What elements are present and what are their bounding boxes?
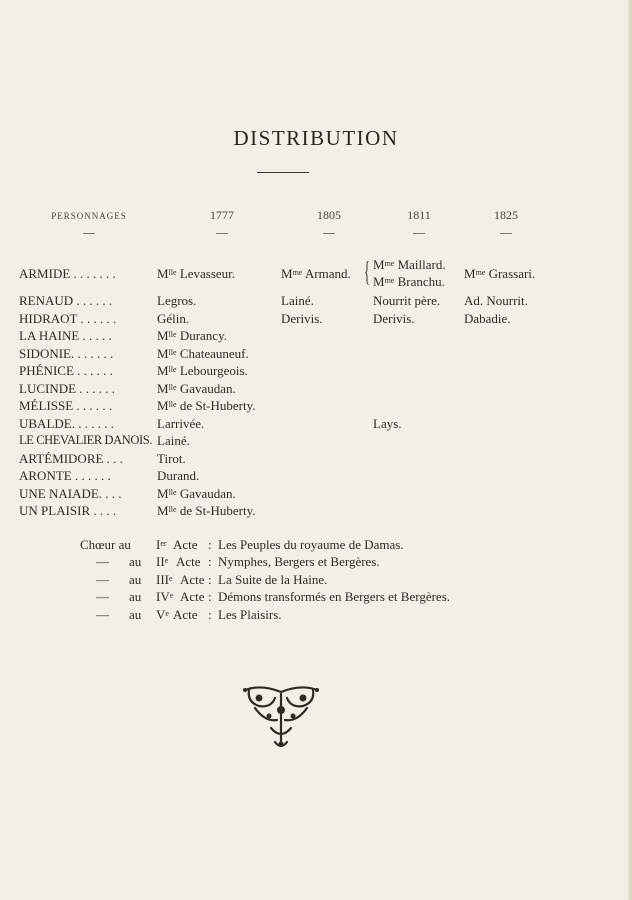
header-year-1777: 1777 xyxy=(210,208,234,222)
act-number: Ier xyxy=(156,537,167,552)
choeur-description: La Suite de la Haine. xyxy=(218,572,328,587)
choeur-row xyxy=(0,536,632,553)
cast-row xyxy=(0,345,632,362)
choeur-row xyxy=(0,553,632,570)
performer-c4: Dabadie. xyxy=(464,311,511,326)
choeur-dash: — xyxy=(96,589,109,604)
cast-row xyxy=(0,327,632,344)
cast-row xyxy=(0,292,632,309)
performer-c1: $M^{lle}$ de St-Huberty. xyxy=(157,398,256,413)
role-name: ARMIDE . . . . . . . xyxy=(19,266,116,281)
role-name: PHÉNICE . . . . . . xyxy=(19,363,113,378)
choeur-colon: : xyxy=(208,572,212,587)
performer-c2: Derivis. xyxy=(281,311,323,326)
choeur-description: Nymphes, Bergers et Bergères. xyxy=(218,554,380,569)
fleuron-ornament-icon xyxy=(241,682,321,752)
choeur-dash: — xyxy=(96,607,109,622)
performer-c1: Durand. xyxy=(157,468,200,483)
header-year-1805: 1805 xyxy=(317,208,341,222)
performer-c4: Ad. Nourrit. xyxy=(464,293,528,308)
role-name: RENAUD . . . . . . xyxy=(19,293,113,308)
role-name: LE CHEVALIER DANOIS. xyxy=(19,433,153,447)
role-name: HIDRAOT . . . . . . xyxy=(19,311,117,326)
performer-c4: $M^{me}$ Grassari. xyxy=(464,266,536,281)
choeur-colon: : xyxy=(208,554,212,569)
header-year-1825: 1825 xyxy=(494,208,518,222)
choeur-row xyxy=(0,588,632,605)
role-name: ARONTE . . . . . . xyxy=(19,468,111,483)
performer-c1: Larrivée. xyxy=(157,416,205,431)
act-number: IVe xyxy=(156,589,174,604)
header-dash xyxy=(83,233,95,234)
cast-row xyxy=(0,310,632,327)
performer-c2: $M^{me}$ Armand. xyxy=(281,266,351,281)
performer-c1: Tirot. xyxy=(157,451,186,466)
cast-row xyxy=(0,485,632,502)
choeur-au: au xyxy=(129,589,142,604)
act-label: Acte xyxy=(180,589,205,604)
performer-c1: $M^{lle}$ Lebourgeois. xyxy=(157,363,248,378)
choeur-row xyxy=(0,606,632,623)
choeur-row xyxy=(0,571,632,588)
armide-1811-singer: $M^{me}$ Maillard. xyxy=(373,257,446,272)
act-number: IIIe xyxy=(156,572,173,587)
header-dash xyxy=(500,233,512,234)
role-name: LUCINDE . . . . . . xyxy=(19,381,116,396)
header-dash xyxy=(323,233,335,234)
choeur-description: Les Plaisirs. xyxy=(218,607,282,622)
cast-row xyxy=(0,432,632,449)
performer-c1: $M^{lle}$ Gavaudan. xyxy=(157,381,236,396)
header-personnages: PERSONNAGES xyxy=(51,211,127,221)
cast-row xyxy=(0,450,632,467)
header-year-1811: 1811 xyxy=(407,208,431,222)
role-name: SIDONIE. . . . . . . xyxy=(19,346,114,361)
performer-c1: Legros. xyxy=(157,293,197,308)
role-name: UN PLAISIR . . . . xyxy=(19,503,117,518)
page-title: DISTRIBUTION xyxy=(233,126,399,150)
armide-1811-cell xyxy=(373,256,446,290)
performer-c1: Gélin. xyxy=(157,311,190,326)
title-rule xyxy=(257,172,309,173)
role-name: MÉLISSE . . . . . . xyxy=(19,398,113,413)
performer-c1: $M^{lle}$ Chateauneuf. xyxy=(157,346,249,361)
act-number: IIe xyxy=(156,554,169,569)
choeur-colon: : xyxy=(208,589,212,604)
choeur-au: au xyxy=(129,572,142,587)
header-dash xyxy=(413,233,425,234)
choeur-colon: : xyxy=(208,607,212,622)
choeur-dash: — xyxy=(96,554,109,569)
role-name: UNE NAIADE. . . . xyxy=(19,486,122,501)
cast-row xyxy=(0,415,632,432)
choeur-description: Démons transformés en Bergers et Bergères. xyxy=(218,589,451,604)
performer-c1: Lainé. xyxy=(157,433,190,448)
act-number: Ve xyxy=(156,607,169,622)
choeur-dash: — xyxy=(96,572,109,587)
role-name: LA HAINE . . . . . xyxy=(19,328,112,343)
choeur-lead: Chœur au xyxy=(80,537,131,552)
cast-row xyxy=(0,397,632,414)
performer-c1: $M^{lle}$ Durancy. xyxy=(157,328,227,343)
performer-c3: Lays. xyxy=(373,416,402,431)
choeur-au: au xyxy=(129,607,142,622)
cast-row xyxy=(0,467,632,484)
cast-row xyxy=(0,362,632,379)
performer-c3: Derivis. xyxy=(373,311,415,326)
brace-mark: { xyxy=(364,257,371,288)
performer-c2: Lainé. xyxy=(281,293,314,308)
cast-row xyxy=(0,380,632,397)
act-label: Acte xyxy=(180,572,205,587)
choeur-description: Les Peuples du royaume de Damas. xyxy=(218,537,404,552)
act-label: Acte xyxy=(176,554,201,569)
role-name: UBALDE. . . . . . . xyxy=(19,416,114,431)
act-label: Acte xyxy=(173,537,198,552)
choeur-colon: : xyxy=(208,537,212,552)
cast-row xyxy=(0,265,632,282)
role-name: ARTÉMIDORE . . . xyxy=(19,451,123,466)
performer-c1: $M^{lle}$ Levasseur. xyxy=(157,266,236,281)
performer-c3: Nourrit père. xyxy=(373,293,441,308)
performer-c1: $M^{lle}$ de St-Huberty. xyxy=(157,503,256,518)
performer-c1: $M^{lle}$ Gavaudan. xyxy=(157,486,236,501)
cast-row xyxy=(0,502,632,519)
armide-1811-singer: $M^{me}$ Branchu. xyxy=(373,274,445,289)
header-dash xyxy=(216,233,228,234)
act-label: Acte xyxy=(173,607,198,622)
choeur-au: au xyxy=(129,554,142,569)
